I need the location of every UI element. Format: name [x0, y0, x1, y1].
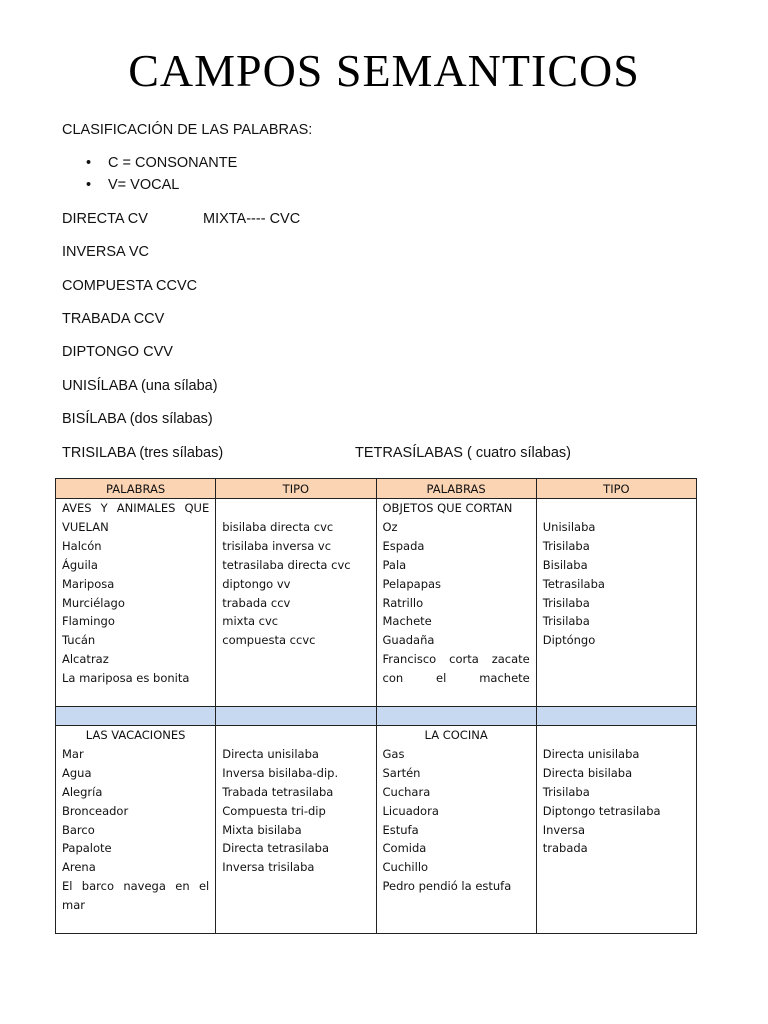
table-row — [56, 499, 697, 707]
header-palabras: PALABRAS — [376, 479, 536, 499]
cell-tipo-aves — [216, 499, 376, 707]
sentence: Francisco corta zacate con el machete — [382, 652, 530, 686]
cell-tipo-objetos — [536, 499, 696, 707]
line-trabada: TRABADA CCV — [62, 311, 165, 327]
type-label: Bisilaba — [542, 557, 588, 572]
type-label: Trisilaba — [542, 595, 590, 610]
bullet-dot-icon: • — [86, 155, 92, 171]
type-label: Directa tetrasilaba — [222, 841, 330, 856]
page-title: CAMPOS SEMANTICOS — [128, 45, 640, 96]
word: Pala — [382, 557, 407, 572]
type-label: Diptóngo — [542, 633, 596, 648]
word: Barco — [62, 822, 95, 837]
type-label: Trisilaba — [542, 614, 590, 629]
cell-heading: AVES Y ANIMALES QUE VUELAN — [62, 501, 210, 534]
word: Halcón — [62, 538, 102, 553]
cell-cocina — [376, 726, 536, 934]
line-inversa: INVERSA VC — [62, 244, 150, 260]
type-label: trabada ccv — [222, 595, 291, 610]
word: Estufa — [382, 822, 419, 837]
word: Gas — [382, 746, 405, 761]
cell-vacaciones — [56, 726, 216, 934]
cell-tipo-vacaciones — [216, 726, 376, 934]
bullet-text: V= VOCAL — [108, 177, 180, 193]
separator-cell — [536, 707, 696, 726]
word: Guadaña — [382, 633, 435, 648]
word: Flamingo — [62, 614, 115, 629]
sentence: El barco navega en el mar — [62, 879, 210, 913]
word: Papalote — [62, 841, 112, 856]
bullet-dot-icon: • — [86, 177, 92, 193]
header-palabras: PALABRAS — [56, 479, 216, 499]
word: Comida — [382, 841, 427, 856]
word: Bronceador — [62, 803, 129, 818]
word: Cuchillo — [382, 860, 429, 875]
table-header-row — [56, 479, 697, 499]
type-label: Diptongo tetrasilaba — [542, 803, 661, 818]
line-directa: DIRECTA CV — [62, 211, 148, 227]
word: Mariposa — [62, 576, 115, 591]
type-label: mixta cvc — [222, 614, 279, 629]
type-label: Trabada tetrasilaba — [222, 784, 334, 799]
type-label: Inversa — [542, 822, 586, 837]
line-unisilaba: UNISÍLABA (una sílaba) — [62, 378, 218, 394]
word: Tucán — [62, 633, 96, 648]
sentence: La mariposa es bonita — [62, 671, 190, 686]
separator-cell — [216, 707, 376, 726]
cell-objetos — [376, 499, 536, 707]
separator-cell — [56, 707, 216, 726]
line-bisilaba: BISÍLABA (dos sílabas) — [62, 411, 213, 427]
type-label: Unisilaba — [542, 519, 596, 534]
line-diptongo: DIPTONGO CVV — [62, 344, 173, 360]
type-label: bisilaba directa cvc — [222, 519, 334, 534]
type-label: Trisilaba — [542, 784, 590, 799]
separator-row — [56, 707, 697, 726]
word: Sartén — [382, 765, 421, 780]
type-label: Compuesta tri-dip — [222, 803, 326, 818]
type-label: trabada — [542, 841, 588, 856]
word: Licuadora — [382, 803, 439, 818]
word: Arena — [62, 860, 96, 875]
type-label: Inversa bisilaba-dip. — [222, 765, 339, 780]
line-compuesta: COMPUESTA CCVC — [62, 278, 198, 294]
bullet-text: C = CONSONANTE — [108, 155, 238, 171]
classification-intro: CLASIFICACIÓN DE LAS PALABRAS: — [62, 122, 313, 138]
word: Machete — [382, 614, 432, 629]
header-tipo: TIPO — [216, 479, 376, 499]
type-label: Mixta bisilaba — [222, 822, 302, 837]
cell-tipo-cocina — [536, 726, 696, 934]
type-label: tetrasilaba directa cvc — [222, 557, 351, 572]
bullet-item — [86, 177, 179, 193]
word: Agua — [62, 765, 92, 780]
word: Alegría — [62, 784, 103, 799]
separator-cell — [376, 707, 536, 726]
word: Oz — [382, 519, 398, 534]
line-tetrasilabas: TETRASÍLABAS ( cuatro sílabas) — [355, 445, 571, 461]
header-tipo: TIPO — [536, 479, 696, 499]
cell-heading: OBJETOS QUE CORTAN — [382, 501, 513, 515]
type-label: Tetrasilaba — [542, 576, 605, 591]
cell-heading: LA COCINA — [424, 728, 488, 742]
word: Pelapapas — [382, 576, 442, 591]
sentence: Pedro pendió la estufa — [382, 879, 512, 894]
type-label: Directa unisilaba — [222, 746, 319, 761]
type-label: trisilaba inversa vc — [222, 538, 332, 553]
type-label: Inversa trisilaba — [222, 860, 315, 875]
word: Cuchara — [382, 784, 431, 799]
type-label: diptongo vv — [222, 576, 291, 591]
word: Águila — [62, 557, 98, 572]
table-row — [56, 726, 697, 934]
word: Alcatraz — [62, 652, 109, 667]
line-trisilaba: TRISILABA (tres sílabas) — [62, 445, 224, 461]
line-mixta: MIXTA---- CVC — [203, 211, 301, 227]
word: Ratrillo — [382, 595, 424, 610]
classification-table — [55, 478, 697, 934]
cell-heading: LAS VACACIONES — [85, 728, 186, 742]
type-label: Directa unisilaba — [542, 746, 640, 761]
word: Murciélago — [62, 595, 125, 610]
word: Espada — [382, 538, 425, 553]
word: Mar — [62, 746, 84, 761]
type-label: Trisilaba — [542, 538, 590, 553]
type-label: Directa bisilaba — [542, 765, 633, 780]
cell-aves — [56, 499, 216, 707]
bullet-item — [86, 155, 237, 171]
type-label: compuesta ccvc — [222, 633, 316, 648]
